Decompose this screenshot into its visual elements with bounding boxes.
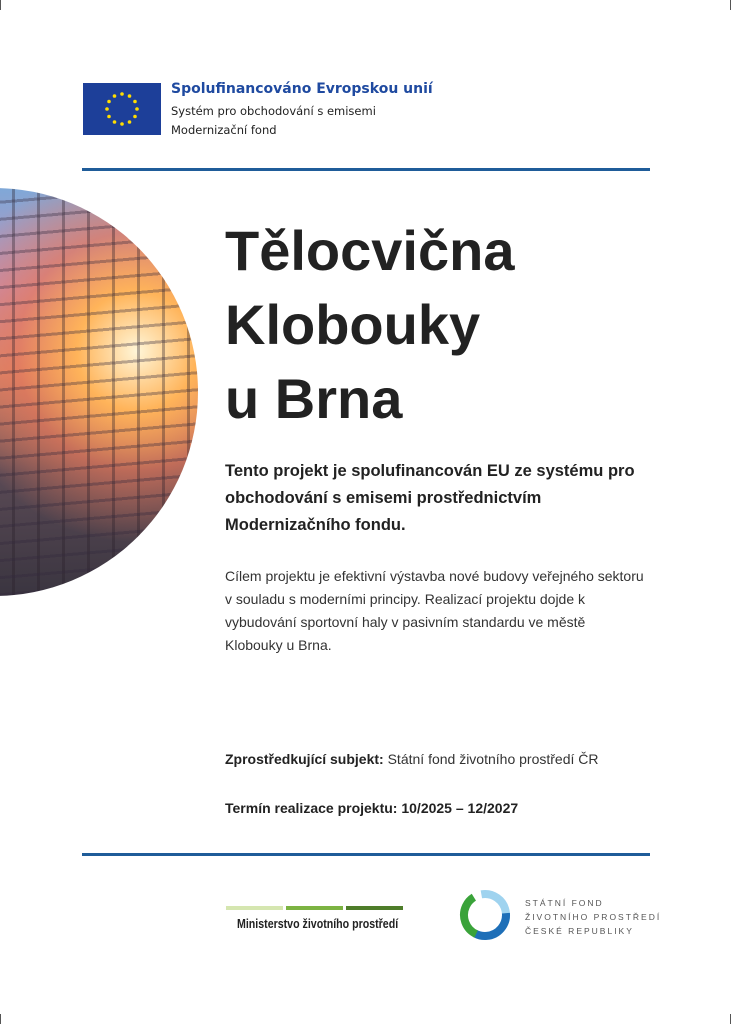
crop-mark (720, 1014, 731, 1024)
eu-star (133, 115, 137, 119)
eu-flag-icon (83, 83, 161, 135)
title-line: u Brna (225, 367, 403, 430)
term-value: 10/2025 – 12/2027 (401, 800, 519, 816)
eu-star (128, 120, 132, 124)
sfzp-text: ŽIVOTNÍHO PROSTŘEDÍ (525, 912, 662, 922)
term-info (225, 800, 518, 816)
mzp-logo-bars (226, 906, 403, 910)
term-label: Termín realizace projektu: (225, 800, 398, 816)
eu-star (120, 92, 124, 96)
eu-star (105, 107, 109, 111)
mzp-logo-text: Ministerstvo životního prostředí (237, 917, 399, 931)
lead-text: Tento projekt je spolufinancován EU ze systému pro obchodování s emisemi prostřednictvím Modernizačního fondu. (225, 462, 635, 534)
eu-star (135, 107, 139, 111)
crop-mark (0, 0, 11, 10)
bottom-divider (82, 853, 650, 856)
crop-mark (0, 1014, 11, 1024)
industrial-photo (0, 188, 198, 596)
top-divider (82, 168, 650, 171)
eu-star (133, 100, 137, 104)
sfzp-text: ČESKÉ REPUBLIKY (525, 926, 634, 936)
eu-fund: Modernizační fond (171, 123, 277, 137)
page-title (225, 214, 514, 436)
sfzp-logo-icon (459, 889, 511, 941)
subject-info (225, 751, 598, 767)
title-line: Tělocvična (225, 219, 515, 282)
eu-star (113, 94, 117, 98)
eu-star (113, 120, 117, 124)
eu-star (107, 100, 111, 104)
eu-subtitle: Systém pro obchodování s emisemi (171, 104, 376, 118)
eu-star (120, 122, 124, 126)
subject-value: Státní fond životního prostředí ČR (387, 751, 599, 767)
eu-title: Spolufinancováno Evropskou unií (171, 81, 433, 97)
title-line: Klobouky (225, 293, 481, 356)
eu-star (107, 115, 111, 119)
crop-mark (720, 0, 731, 10)
body-text: Cílem projektu je efektivní výstavba nové budovy veřejného sektoru v souladu s moderními principy. Realizací projektu dojde k vybudování sportovní haly v pasivním standardu ve městě Klobouky u Brna. (225, 568, 644, 653)
subject-label: Zprostředkující subjekt: (225, 751, 384, 767)
eu-star (128, 94, 132, 98)
sfzp-text: STÁTNÍ FOND (525, 898, 604, 908)
